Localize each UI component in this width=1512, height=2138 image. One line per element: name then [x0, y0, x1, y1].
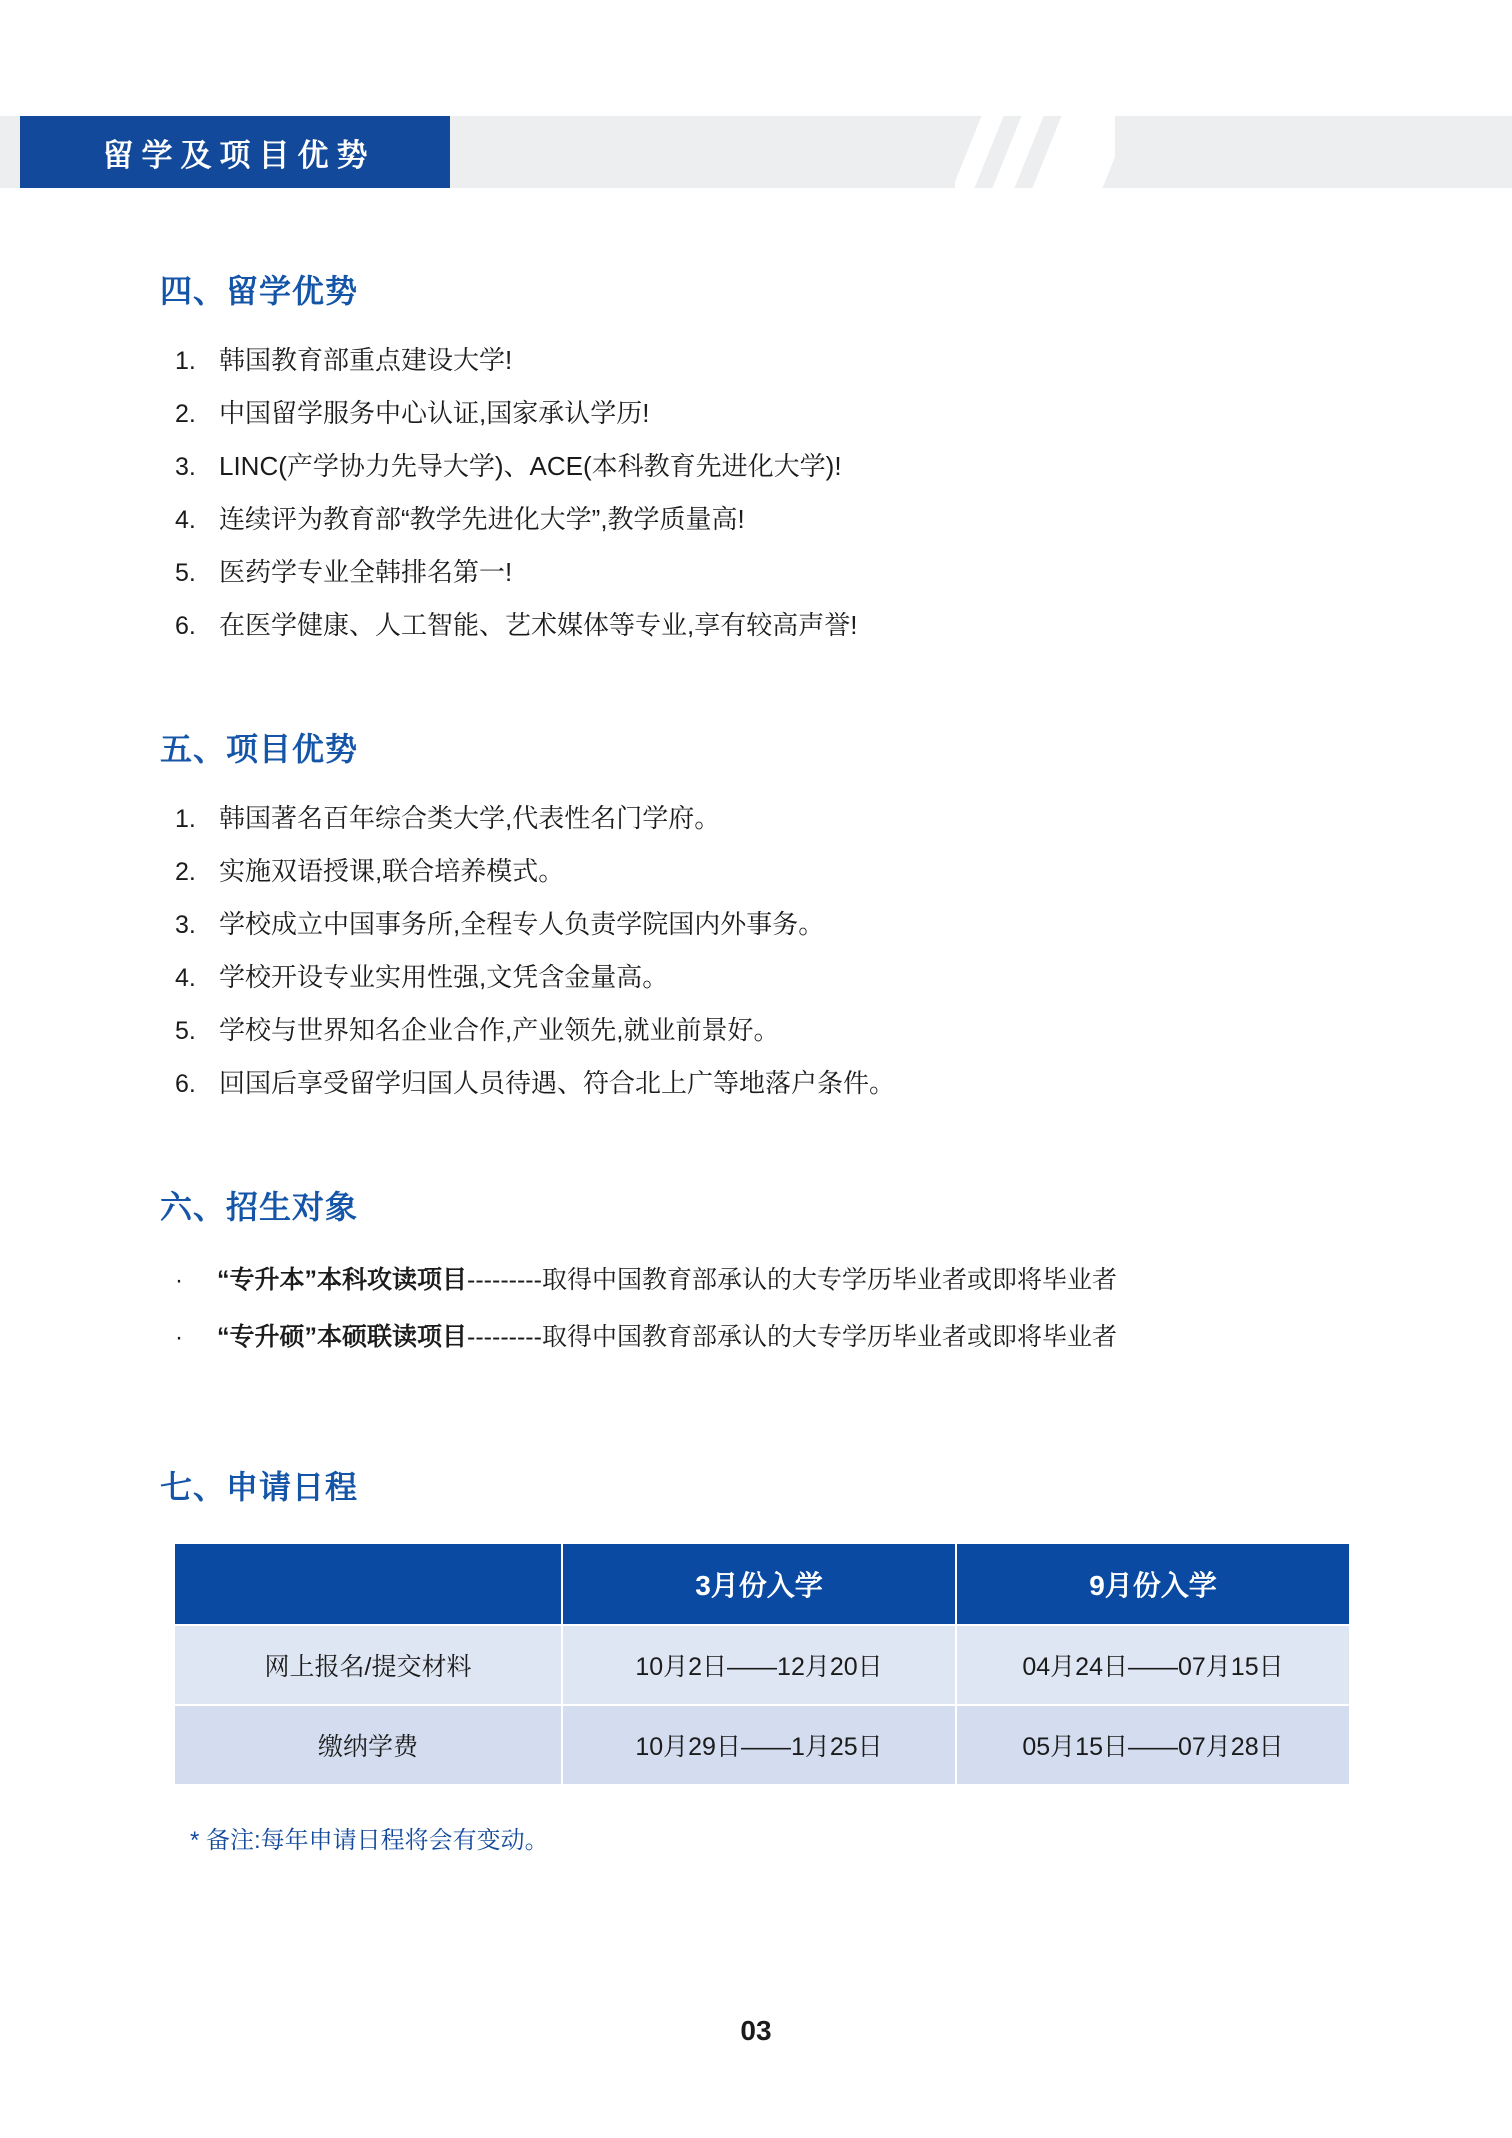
table-cell-march: 10月29日——1月25日 [562, 1705, 956, 1785]
header-slash-decoration [955, 116, 1115, 188]
section-title-application-schedule: 七、申请日程 [160, 1469, 359, 1505]
list-item [175, 1252, 1512, 1309]
list-marker: 1. [175, 805, 196, 833]
list-item-content [217, 1252, 1117, 1308]
schedule-table-wrapper [173, 1542, 1349, 1786]
list-item [175, 951, 1512, 1004]
section-title-program-advantages: 五、项目优势 [160, 731, 359, 767]
list-item [175, 845, 1512, 898]
list-item-text: ---------取得中国教育部承认的大专学历毕业者或即将毕业者 [467, 1323, 1117, 1351]
section-study-advantages [0, 266, 1512, 652]
list-item-text: LINC(产学协力先导大学)、ACE(本科教育先进化大学)! [219, 451, 842, 481]
table-row [174, 1705, 1350, 1785]
list-item [175, 546, 1512, 599]
list-item [175, 898, 1512, 951]
section-title-admission-targets: 六、招生对象 [160, 1189, 359, 1225]
table-header-row [174, 1543, 1350, 1625]
list-marker: 5. [175, 559, 196, 587]
list-marker: 1. [175, 347, 196, 375]
table-cell-september: 05月15日——07月28日 [956, 1705, 1350, 1785]
list-item-bold-text: “专升硕”本硕联读项目 [217, 1323, 468, 1351]
table-header-cell-september: 9月份入学 [956, 1543, 1350, 1625]
program-advantages-list [175, 792, 1512, 1110]
bullet-icon: · [175, 1324, 183, 1351]
table-cell-september: 04月24日——07月15日 [956, 1625, 1350, 1705]
header-title-text: 留学及项目优势 [102, 137, 376, 173]
list-marker: 2. [175, 400, 196, 428]
list-marker: 4. [175, 506, 196, 534]
list-item-text: 回国后享受留学归国人员待遇、符合北上广等地落户条件。 [219, 1068, 896, 1098]
list-item-text: ---------取得中国教育部承认的大专学历毕业者或即将毕业者 [467, 1266, 1117, 1294]
list-marker: 6. [175, 1070, 196, 1098]
schedule-note: * 备注:每年申请日程将会有变动。 [190, 1827, 549, 1854]
list-item-text: 学校开设专业实用性强,文凭含金量高。 [219, 962, 669, 992]
list-marker: 3. [175, 911, 196, 939]
header-title-tab [20, 116, 450, 188]
list-marker: 2. [175, 858, 196, 886]
section-application-schedule [0, 1462, 1512, 1855]
list-item-text: 医药学专业全韩排名第一! [219, 557, 513, 587]
list-item [175, 493, 1512, 546]
study-advantages-list [175, 334, 1512, 652]
list-item [175, 1309, 1512, 1366]
section-program-advantages [0, 724, 1512, 1110]
slash-icon [1030, 116, 1115, 188]
list-item-bold-text: “专升本”本科攻读项目 [217, 1266, 468, 1294]
list-item-text: 韩国著名百年综合类大学,代表性名门学府。 [219, 803, 721, 833]
table-cell-label: 网上报名/提交材料 [174, 1625, 562, 1705]
list-item-text: 中国留学服务中心认证,国家承认学历! [219, 398, 650, 428]
section-admission-targets [0, 1182, 1512, 1366]
list-marker: 4. [175, 964, 196, 992]
list-item [175, 1057, 1512, 1110]
table-header-cell-march: 3月份入学 [562, 1543, 956, 1625]
schedule-table [173, 1542, 1351, 1786]
table-cell-march: 10月2日——12月20日 [562, 1625, 956, 1705]
page-content [0, 188, 1512, 1855]
list-item [175, 599, 1512, 652]
list-item-text: 学校与世界知名企业合作,产业领先,就业前景好。 [219, 1015, 780, 1045]
section-title-study-advantages: 四、留学优势 [160, 273, 359, 309]
list-item-text: 在医学健康、人工智能、艺术媒体等专业,享有较高声誉! [219, 610, 858, 640]
list-item-content [217, 1309, 1117, 1365]
list-item-text: 学校成立中国事务所,全程专人负责学院国内外事务。 [219, 909, 825, 939]
admission-targets-list [175, 1252, 1512, 1366]
table-cell-label: 缴纳学费 [174, 1705, 562, 1785]
list-item [175, 1004, 1512, 1057]
page-number: 03 [740, 2015, 772, 2046]
list-item [175, 387, 1512, 440]
list-item [175, 334, 1512, 387]
list-item-text: 连续评为教育部“教学先进化大学”,教学质量高! [219, 504, 745, 534]
table-header-cell-blank [174, 1543, 562, 1625]
list-marker: 6. [175, 612, 196, 640]
list-item-text: 实施双语授课,联合培养模式。 [219, 856, 565, 886]
list-item [175, 792, 1512, 845]
list-item [175, 440, 1512, 493]
page-header [0, 116, 1512, 188]
bullet-icon: · [175, 1267, 183, 1294]
list-item-text: 韩国教育部重点建设大学! [219, 345, 513, 375]
table-row [174, 1625, 1350, 1705]
list-marker: 3. [175, 453, 196, 481]
list-marker: 5. [175, 1017, 196, 1045]
